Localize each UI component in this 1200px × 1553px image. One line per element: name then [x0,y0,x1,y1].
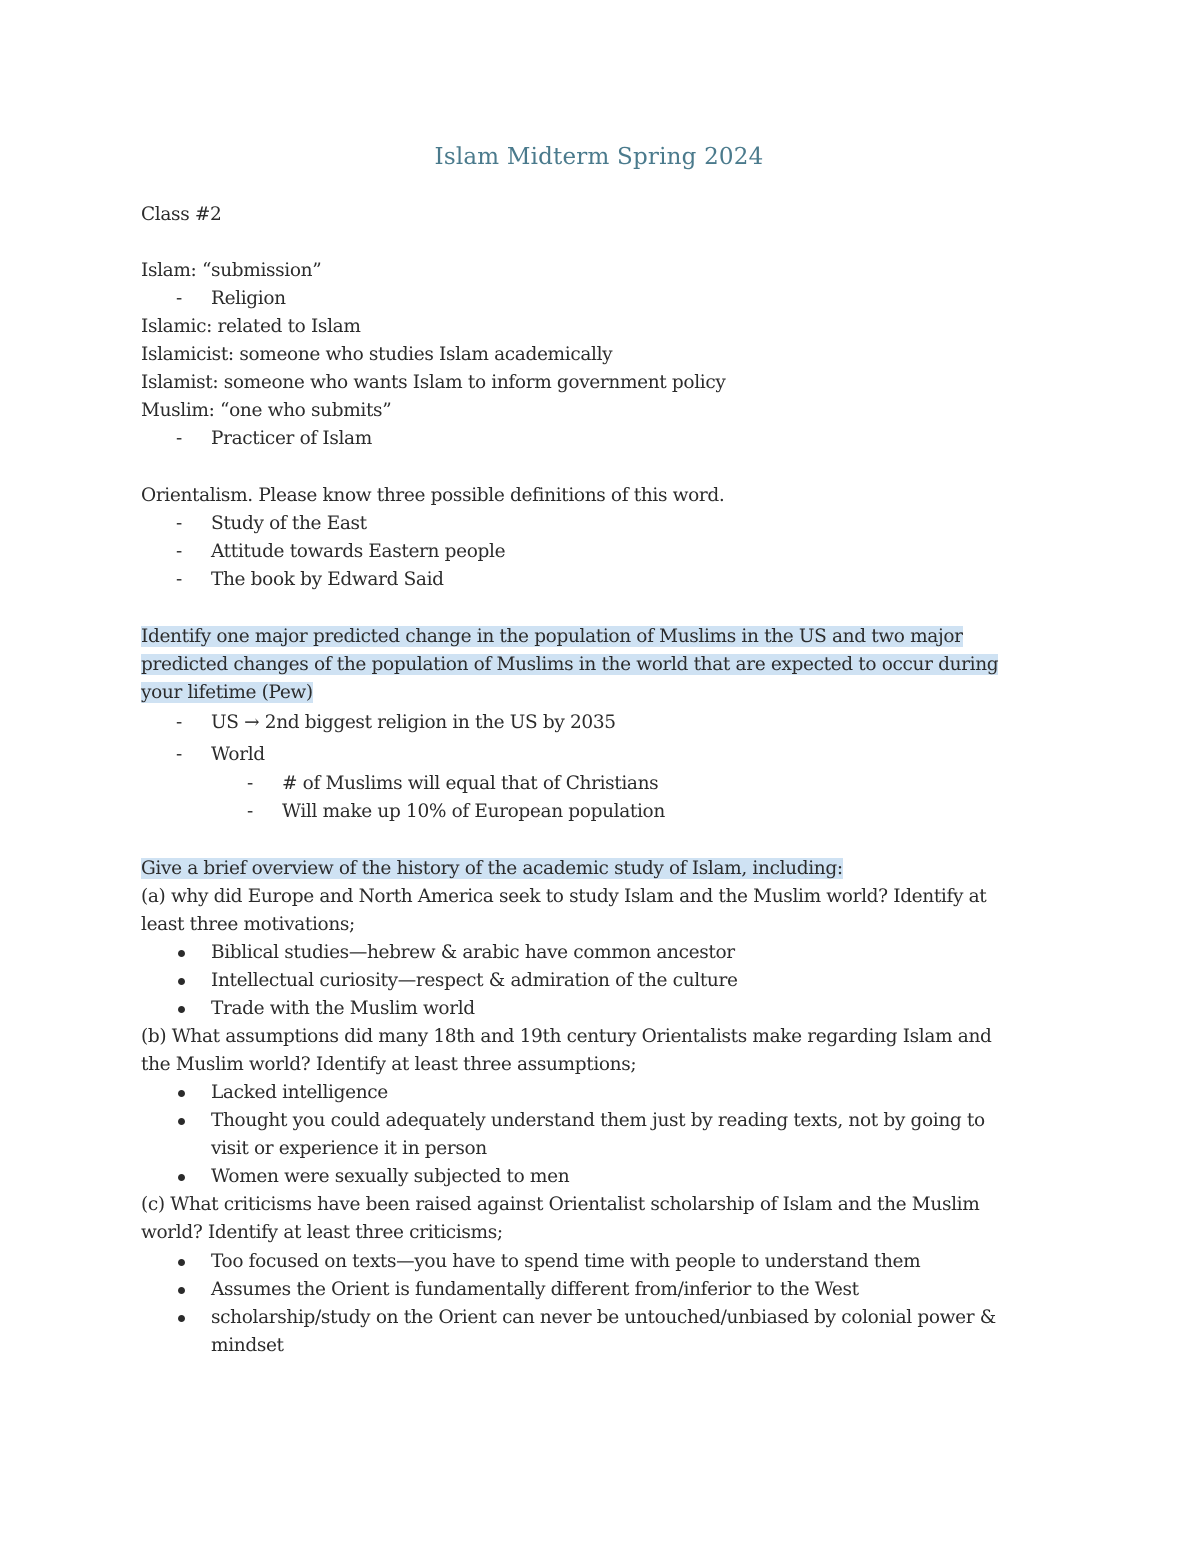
list-item: Trade with the Muslim world [211,998,475,1019]
bullet-icon [178,1287,185,1294]
history-a-line: least three motivations; [141,914,355,935]
bullet-icon [178,1118,185,1125]
pew-prompt-line [141,623,963,651]
history-b-line: (b) What assumptions did many 18th and 19th century Orientalists make regarding Islam and [141,1026,992,1047]
list-item: Too focused on texts—you have to spend time with people to understand them [211,1251,921,1272]
def-islamicist: Islamicist: someone who studies Islam academically [141,344,613,365]
def-islamist: Islamist: someone who wants Islam to inform government policy [141,372,726,393]
list-item: Lacked intelligence [211,1082,388,1103]
bullet-icon [178,950,185,957]
dash-marker: - [176,513,183,534]
list-item: Attitude towards Eastern people [211,541,506,562]
dash-marker: - [247,773,254,794]
highlighted-text: Identify one major predicted change in the population of Muslims in the US and two major [141,626,963,647]
def-muslim-sub: Practicer of Islam [211,428,372,449]
dash-marker: - [176,569,183,590]
def-muslim: Muslim: “one who submits” [141,400,392,421]
bullet-icon [178,1174,185,1181]
list-item: scholarship/study on the Orient can never be untouched/unbiased by colonial power & [211,1307,996,1328]
history-a-line: (a) why did Europe and North America seek to study Islam and the Muslim world? Identify at [141,886,987,907]
list-item: Thought you could adequately understand them just by reading texts, not by going to [211,1110,985,1131]
dash-marker: - [176,428,183,449]
highlighted-text: your lifetime (Pew) [141,682,313,703]
def-islam: Islam: “submission” [141,260,322,281]
history-b-line: the Muslim world? Identify at least three assumptions; [141,1054,637,1075]
highlighted-text: Give a brief overview of the history of the academic study of Islam, including: [141,858,843,879]
history-c-line: world? Identify at least three criticisms; [141,1222,503,1243]
class-heading: Class #2 [141,204,222,225]
pew-prompt-line [141,651,998,679]
dash-marker: - [176,744,183,765]
dash-marker: - [176,712,183,733]
history-prompt [141,855,843,883]
document-title: Islam Midterm Spring 2024 [434,144,764,170]
list-item: Will make up 10% of European population [282,801,665,822]
list-item: Study of the East [211,513,367,534]
list-item: Biblical studies—hebrew & arabic have common ancestor [211,942,735,963]
pew-us: US → 2nd biggest religion in the US by 2035 [211,712,616,733]
orientalism-prompt: Orientalism. Please know three possible definitions of this word. [141,485,725,506]
pew-world: World [211,744,265,765]
dash-marker: - [247,801,254,822]
dash-marker: - [176,288,183,309]
highlighted-text: predicted changes of the population of Muslims in the world that are expected to occur during [141,654,999,675]
list-item: The book by Edward Said [211,569,444,590]
bullet-icon [178,978,185,985]
list-item: # of Muslims will equal that of Christians [282,773,659,794]
history-c-line: (c) What criticisms have been raised against Orientalist scholarship of Islam and the Muslim [141,1194,980,1215]
list-item-continuation: mindset [211,1335,284,1356]
bullet-icon [178,1090,185,1097]
list-item: Intellectual curiosity—respect & admiration of the culture [211,970,738,991]
def-islam-sub: Religion [211,288,286,309]
bullet-icon [178,1315,185,1322]
def-islamic: Islamic: related to Islam [141,316,361,337]
pew-prompt-line [141,679,313,707]
list-item: Women were sexually subjected to men [211,1166,570,1187]
dash-marker: - [176,541,183,562]
bullet-icon [178,1259,185,1266]
bullet-icon [178,1006,185,1013]
list-item-continuation: visit or experience it in person [211,1138,487,1159]
list-item: Assumes the Orient is fundamentally different from/inferior to the West [211,1279,859,1300]
